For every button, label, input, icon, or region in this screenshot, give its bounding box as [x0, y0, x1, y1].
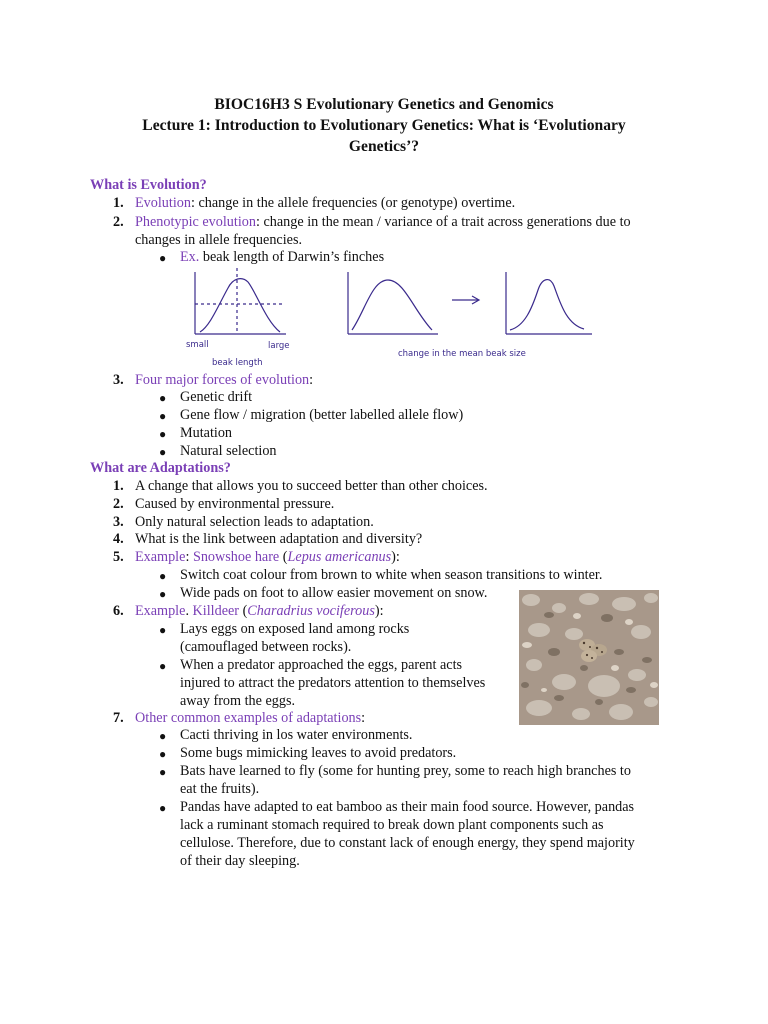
other-example-line: eat the fruits).: [180, 781, 260, 797]
bullet: ●: [159, 729, 167, 743]
list-number: 4.: [113, 531, 124, 547]
definition: : change in the allele frequencies (or genotype) overtime.: [190, 195, 516, 211]
force-item: Natural selection: [180, 443, 277, 459]
term: Other common examples of adaptations: [135, 710, 362, 726]
hare-trait: Switch coat colour from brown to white when season transitions to winter.: [180, 567, 603, 583]
other-example-line: Some bugs mimicking leaves to avoid predators.: [180, 745, 457, 761]
list-number: 3.: [113, 514, 124, 530]
label-change-mean: change in the mean beak size: [398, 349, 526, 359]
separator: :: [185, 549, 193, 565]
bullet: ●: [159, 569, 167, 583]
example-label: Ex.: [180, 249, 200, 265]
section-heading-adaptations: What are Adaptations?: [90, 460, 231, 476]
list-item: Only natural selection leads to adaptation.: [135, 514, 374, 530]
list-item-phenotypic-evolution: [135, 213, 631, 231]
other-example-line: of their day sleeping.: [180, 853, 300, 869]
term: Four major forces of evolution: [135, 372, 310, 388]
list-number: 5.: [113, 549, 124, 565]
list-item-other-examples: [135, 709, 365, 727]
killdeer-trait-line: Lays eggs on exposed land among rocks: [180, 621, 410, 637]
example-label: Example: [135, 549, 186, 565]
killdeer-trait-line: away from the eggs.: [180, 693, 296, 709]
killdeer-eggs-photo: [519, 590, 659, 725]
bullet: ●: [159, 427, 167, 441]
force-item: Gene flow / migration (better labelled allele flow): [180, 407, 464, 423]
distribution-plot-1: [195, 268, 286, 334]
label-large: large: [268, 341, 290, 351]
beak-length-figure: [180, 266, 600, 368]
bullet: ●: [159, 747, 167, 761]
other-example-line: cellulose. Therefore, due to constant lack of enough energy, they spend majority: [180, 835, 635, 851]
list-item-forces: [135, 371, 313, 389]
killdeer-trait-line: (camouflaged between rocks).: [180, 639, 352, 655]
species-common-name: Snowshoe hare: [192, 549, 280, 565]
list-item: What is the link between adaptation and diversity?: [135, 531, 423, 547]
bullet: ●: [159, 623, 167, 637]
example-darwin-finches: [180, 248, 384, 266]
other-example-line: Cacti thriving in los water environments.: [180, 727, 413, 743]
list-number: 1.: [113, 478, 124, 494]
species-scientific-name: Charadrius vociferous: [247, 603, 375, 619]
term: Evolution: [135, 195, 191, 211]
bullet: ●: [159, 765, 167, 779]
list-item-continuation: changes in allele frequencies.: [135, 232, 303, 248]
curve: [510, 280, 584, 330]
bullet: ●: [159, 587, 167, 601]
killdeer-trait-line: When a predator approached the eggs, parent acts: [180, 657, 463, 673]
other-example-line: Bats have learned to fly (some for hunting prey, some to reach high branches to: [180, 763, 631, 779]
bullet: ●: [159, 445, 167, 459]
example-label: Example: [135, 603, 186, 619]
list-item: A change that allows you to succeed better than other choices.: [135, 478, 488, 494]
list-item: Caused by environmental pressure.: [135, 496, 335, 512]
section-heading-evolution: What is Evolution?: [90, 177, 207, 193]
list-number: 2.: [113, 496, 124, 512]
bullet: ●: [159, 251, 167, 265]
list-item-snowshoe-hare: [135, 548, 400, 566]
term: Phenotypic evolution: [135, 214, 256, 230]
example-text: beak length of Darwin’s finches: [199, 249, 385, 265]
list-number: 7.: [113, 710, 124, 726]
list-number: 6.: [113, 603, 124, 619]
paren-open: (: [279, 549, 288, 565]
distribution-plot-3: [506, 272, 592, 334]
colon: :: [309, 372, 314, 388]
bullet: ●: [159, 391, 167, 405]
title-lecture-cont: Genetics’?: [348, 138, 420, 155]
force-item: Genetic drift: [180, 389, 253, 405]
paren-open: (: [239, 603, 248, 619]
curve: [352, 280, 432, 330]
list-item-evolution: [135, 194, 515, 212]
definition: : change in the mean / variance of a trait across generations due to: [255, 214, 631, 230]
list-item-killdeer: [135, 602, 384, 620]
colon: :: [361, 710, 366, 726]
separator: .: [185, 603, 193, 619]
curve: [200, 279, 280, 332]
species-common-name: Killdeer: [192, 603, 240, 619]
bullet: ●: [159, 801, 167, 815]
list-number: 1.: [113, 195, 124, 211]
list-number: 2.: [113, 214, 124, 230]
other-example-line: lack a ruminant stomach required to break down plant components such as: [180, 817, 604, 833]
label-beak-length: beak length: [212, 358, 263, 368]
distribution-plot-2: [348, 272, 438, 334]
other-example-line: Pandas have adapted to eat bamboo as their main food source. However, pandas: [180, 799, 635, 815]
hare-trait: Wide pads on foot to allow easier movement on snow.: [180, 585, 488, 601]
arrow-icon: [452, 296, 479, 304]
bullet: ●: [159, 659, 167, 673]
bullet: ●: [159, 409, 167, 423]
paren-close: ):: [374, 603, 384, 619]
title-course: BIOC16H3 S Evolutionary Genetics and Genomics: [214, 96, 554, 113]
force-item: Mutation: [180, 425, 233, 441]
species-scientific-name: Lepus americanus: [287, 549, 392, 565]
list-number: 3.: [113, 372, 124, 388]
paren-close: ):: [391, 549, 400, 565]
label-small: small: [186, 340, 209, 350]
document-title: [100, 94, 668, 157]
title-lecture: Lecture 1: Introduction to Evolutionary Genetics: What is ‘Evolutionary: [142, 117, 626, 134]
killdeer-trait-line: injured to attract the predators attention to themselves: [180, 675, 486, 691]
